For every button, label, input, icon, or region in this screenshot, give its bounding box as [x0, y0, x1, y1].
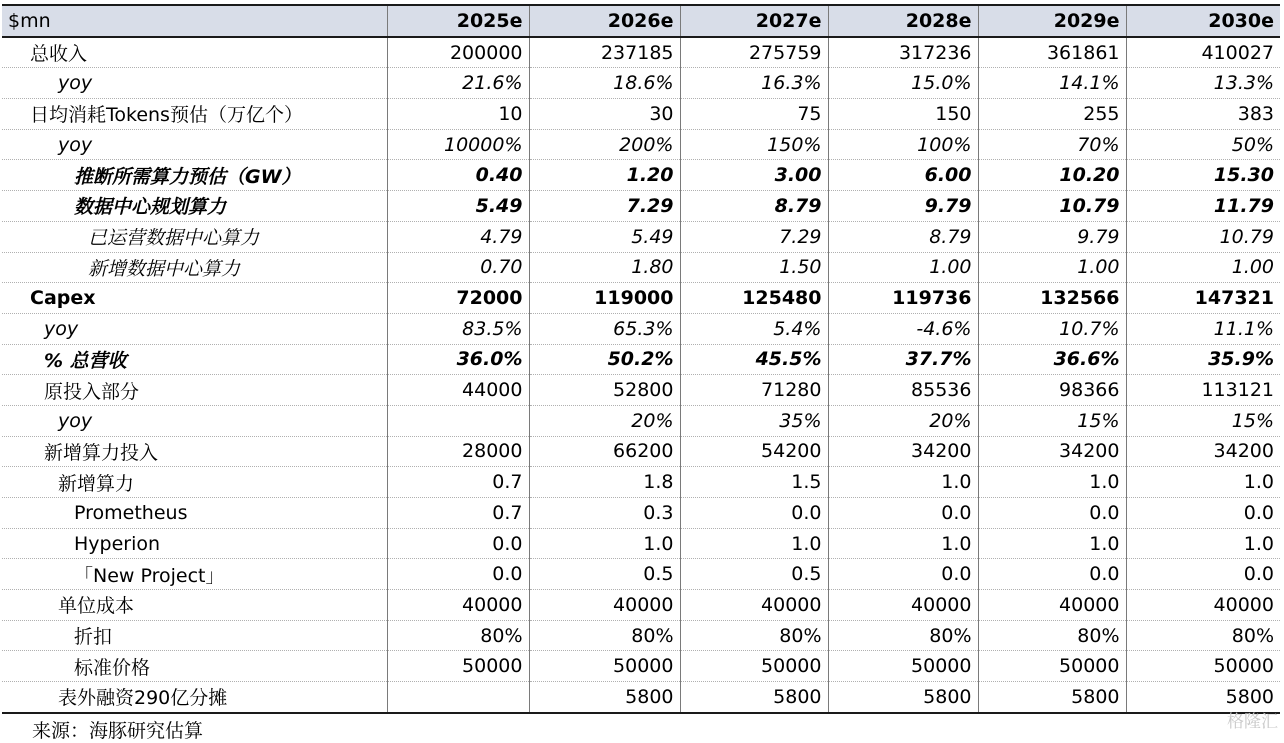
- row-label: 原投入部分: [2, 375, 387, 406]
- cell-2026e: 50.2%: [529, 344, 680, 375]
- cell-2030e: 13.3%: [1126, 68, 1280, 99]
- cell-2025e: 4.79: [387, 221, 529, 252]
- table-row: [2, 436, 1280, 467]
- cell-2030e: 80%: [1126, 620, 1280, 651]
- row-label: Prometheus: [2, 498, 387, 529]
- cell-2028e: 80%: [828, 620, 978, 651]
- cell-2030e: 15.30: [1126, 160, 1280, 191]
- year-header-2030e: 2030e: [1126, 5, 1280, 37]
- cell-2029e: 1.0: [978, 467, 1126, 498]
- cell-2025e: [387, 682, 529, 713]
- cell-2026e: 1.0: [529, 528, 680, 559]
- source-note: 来源：海豚研究估算: [32, 720, 204, 742]
- cell-2028e: 0.0: [828, 559, 978, 590]
- table-row: [2, 590, 1280, 621]
- cell-2027e: 1.0: [680, 528, 828, 559]
- cell-2026e: 50000: [529, 651, 680, 682]
- cell-2027e: 50000: [680, 651, 828, 682]
- cell-2029e: 40000: [978, 590, 1126, 621]
- row-label: 日均消耗Tokens预估（万亿个）: [2, 99, 387, 130]
- watermark-logo: 格隆汇: [1227, 712, 1278, 732]
- year-header-2026e: 2026e: [529, 5, 680, 37]
- cell-2030e: 0.0: [1126, 559, 1280, 590]
- row-label: 已运营数据中心算力: [2, 221, 387, 252]
- cell-2030e: 113121: [1126, 375, 1280, 406]
- cell-2027e: 5800: [680, 682, 828, 713]
- cell-2030e: 1.0: [1126, 528, 1280, 559]
- cell-2025e: 72000: [387, 283, 529, 314]
- table-row: [2, 498, 1280, 529]
- cell-2027e: 7.29: [680, 221, 828, 252]
- capex-forecast-table: [2, 4, 1280, 714]
- cell-2029e: 50000: [978, 651, 1126, 682]
- cell-2025e: 0.7: [387, 467, 529, 498]
- cell-2030e: 147321: [1126, 283, 1280, 314]
- cell-2026e: 1.20: [529, 160, 680, 191]
- table-row: [2, 221, 1280, 252]
- table-row: [2, 252, 1280, 283]
- cell-2028e: 34200: [828, 436, 978, 467]
- cell-2027e: 125480: [680, 283, 828, 314]
- cell-2025e: 0.70: [387, 252, 529, 283]
- cell-2026e: 5800: [529, 682, 680, 713]
- cell-2030e: 40000: [1126, 590, 1280, 621]
- row-label: 新增算力: [2, 467, 387, 498]
- cell-2029e: 36.6%: [978, 344, 1126, 375]
- row-label: 总收入: [2, 37, 387, 68]
- cell-2030e: 383: [1126, 99, 1280, 130]
- table-row: [2, 283, 1280, 314]
- cell-2026e: 0.3: [529, 498, 680, 529]
- cell-2026e: 52800: [529, 375, 680, 406]
- table-row: [2, 682, 1280, 713]
- cell-2029e: 1.0: [978, 528, 1126, 559]
- cell-2026e: 1.80: [529, 252, 680, 283]
- cell-2029e: 0.0: [978, 498, 1126, 529]
- cell-2027e: 40000: [680, 590, 828, 621]
- table-row: [2, 37, 1280, 68]
- row-label: % 总营收: [2, 344, 387, 375]
- cell-2026e: 119000: [529, 283, 680, 314]
- cell-2025e: 10000%: [387, 129, 529, 160]
- cell-2030e: 50000: [1126, 651, 1280, 682]
- cell-2025e: 80%: [387, 620, 529, 651]
- cell-2025e: 21.6%: [387, 68, 529, 99]
- cell-2030e: 35.9%: [1126, 344, 1280, 375]
- cell-2030e: 34200: [1126, 436, 1280, 467]
- row-label: Hyperion: [2, 528, 387, 559]
- cell-2029e: 10.79: [978, 191, 1126, 222]
- cell-2025e: 10: [387, 99, 529, 130]
- cell-2025e: 200000: [387, 37, 529, 68]
- table-row: [2, 559, 1280, 590]
- cell-2030e: 410027: [1126, 37, 1280, 68]
- cell-2028e: 150: [828, 99, 978, 130]
- cell-2027e: 150%: [680, 129, 828, 160]
- cell-2029e: 34200: [978, 436, 1126, 467]
- cell-2030e: 5800: [1126, 682, 1280, 713]
- cell-2025e: 28000: [387, 436, 529, 467]
- cell-2028e: 100%: [828, 129, 978, 160]
- cell-2028e: 8.79: [828, 221, 978, 252]
- cell-2029e: 80%: [978, 620, 1126, 651]
- cell-2030e: 11.1%: [1126, 313, 1280, 344]
- cell-2027e: 80%: [680, 620, 828, 651]
- cell-2026e: 237185: [529, 37, 680, 68]
- cell-2030e: 1.0: [1126, 467, 1280, 498]
- unit-header: $mn: [2, 5, 387, 37]
- cell-2026e: 80%: [529, 620, 680, 651]
- year-header-2025e: 2025e: [387, 5, 529, 37]
- cell-2025e: 0.40: [387, 160, 529, 191]
- cell-2027e: 1.50: [680, 252, 828, 283]
- cell-2027e: 275759: [680, 37, 828, 68]
- cell-2027e: 0.0: [680, 498, 828, 529]
- cell-2027e: 35%: [680, 405, 828, 436]
- cell-2028e: 119736: [828, 283, 978, 314]
- cell-2027e: 16.3%: [680, 68, 828, 99]
- row-label: yoy: [2, 313, 387, 344]
- table-row: [2, 375, 1280, 406]
- table-row: [2, 528, 1280, 559]
- cell-2026e: 200%: [529, 129, 680, 160]
- cell-2027e: 3.00: [680, 160, 828, 191]
- cell-2028e: 1.0: [828, 467, 978, 498]
- cell-2025e: 50000: [387, 651, 529, 682]
- cell-2030e: 50%: [1126, 129, 1280, 160]
- cell-2029e: 255: [978, 99, 1126, 130]
- cell-2026e: 1.8: [529, 467, 680, 498]
- row-label: 推断所需算力预估（GW）: [2, 160, 387, 191]
- cell-2028e: 1.00: [828, 252, 978, 283]
- year-header-2028e: 2028e: [828, 5, 978, 37]
- cell-2025e: 44000: [387, 375, 529, 406]
- row-label: 标准价格: [2, 651, 387, 682]
- cell-2030e: 1.00: [1126, 252, 1280, 283]
- cell-2027e: 0.5: [680, 559, 828, 590]
- row-label: 新增算力投入: [2, 436, 387, 467]
- table-row: [2, 99, 1280, 130]
- table-row: [2, 160, 1280, 191]
- cell-2026e: 18.6%: [529, 68, 680, 99]
- cell-2025e: 5.49: [387, 191, 529, 222]
- cell-2028e: 85536: [828, 375, 978, 406]
- cell-2029e: 9.79: [978, 221, 1126, 252]
- cell-2028e: 40000: [828, 590, 978, 621]
- year-header-2029e: 2029e: [978, 5, 1126, 37]
- cell-2028e: 317236: [828, 37, 978, 68]
- cell-2028e: 5800: [828, 682, 978, 713]
- row-label: Capex: [2, 283, 387, 314]
- cell-2025e: 40000: [387, 590, 529, 621]
- cell-2028e: 50000: [828, 651, 978, 682]
- cell-2026e: 30: [529, 99, 680, 130]
- cell-2025e: 0.7: [387, 498, 529, 529]
- row-label: 表外融资290亿分摊: [2, 682, 387, 713]
- row-label: 「New Project」: [2, 559, 387, 590]
- cell-2029e: 361861: [978, 37, 1126, 68]
- cell-2029e: 1.00: [978, 252, 1126, 283]
- cell-2026e: 20%: [529, 405, 680, 436]
- cell-2029e: 0.0: [978, 559, 1126, 590]
- table-row: [2, 313, 1280, 344]
- cell-2027e: 54200: [680, 436, 828, 467]
- cell-2026e: 40000: [529, 590, 680, 621]
- row-label: 单位成本: [2, 590, 387, 621]
- cell-2029e: 10.7%: [978, 313, 1126, 344]
- cell-2029e: 70%: [978, 129, 1126, 160]
- row-label: 新增数据中心算力: [2, 252, 387, 283]
- cell-2028e: 37.7%: [828, 344, 978, 375]
- cell-2029e: 132566: [978, 283, 1126, 314]
- cell-2026e: 5.49: [529, 221, 680, 252]
- cell-2026e: 65.3%: [529, 313, 680, 344]
- cell-2025e: 0.0: [387, 528, 529, 559]
- table-row: [2, 129, 1280, 160]
- cell-2030e: 15%: [1126, 405, 1280, 436]
- cell-2030e: 10.79: [1126, 221, 1280, 252]
- table-row: [2, 68, 1280, 99]
- cell-2028e: 20%: [828, 405, 978, 436]
- cell-2025e: 83.5%: [387, 313, 529, 344]
- row-label: yoy: [2, 405, 387, 436]
- cell-2029e: 14.1%: [978, 68, 1126, 99]
- row-label: 数据中心规划算力: [2, 191, 387, 222]
- cell-2028e: 6.00: [828, 160, 978, 191]
- cell-2026e: 66200: [529, 436, 680, 467]
- cell-2027e: 71280: [680, 375, 828, 406]
- cell-2025e: 0.0: [387, 559, 529, 590]
- cell-2026e: 0.5: [529, 559, 680, 590]
- cell-2027e: 5.4%: [680, 313, 828, 344]
- cell-2028e: 1.0: [828, 528, 978, 559]
- header-row: [2, 5, 1280, 37]
- cell-2028e: 9.79: [828, 191, 978, 222]
- row-label: yoy: [2, 68, 387, 99]
- cell-2025e: [387, 405, 529, 436]
- cell-2029e: 10.20: [978, 160, 1126, 191]
- table-body: [2, 37, 1280, 713]
- row-label: yoy: [2, 129, 387, 160]
- cell-2029e: 15%: [978, 405, 1126, 436]
- cell-2027e: 8.79: [680, 191, 828, 222]
- table-row: [2, 344, 1280, 375]
- table-row: [2, 405, 1280, 436]
- year-header-2027e: 2027e: [680, 5, 828, 37]
- cell-2028e: -4.6%: [828, 313, 978, 344]
- row-label: 折扣: [2, 620, 387, 651]
- cell-2027e: 1.5: [680, 467, 828, 498]
- cell-2030e: 11.79: [1126, 191, 1280, 222]
- cell-2027e: 45.5%: [680, 344, 828, 375]
- cell-2029e: 98366: [978, 375, 1126, 406]
- cell-2028e: 0.0: [828, 498, 978, 529]
- table-row: [2, 191, 1280, 222]
- cell-2026e: 7.29: [529, 191, 680, 222]
- cell-2030e: 0.0: [1126, 498, 1280, 529]
- cell-2025e: 36.0%: [387, 344, 529, 375]
- cell-2028e: 15.0%: [828, 68, 978, 99]
- table-row: [2, 620, 1280, 651]
- cell-2029e: 5800: [978, 682, 1126, 713]
- table-row: [2, 651, 1280, 682]
- cell-2027e: 75: [680, 99, 828, 130]
- table-row: [2, 467, 1280, 498]
